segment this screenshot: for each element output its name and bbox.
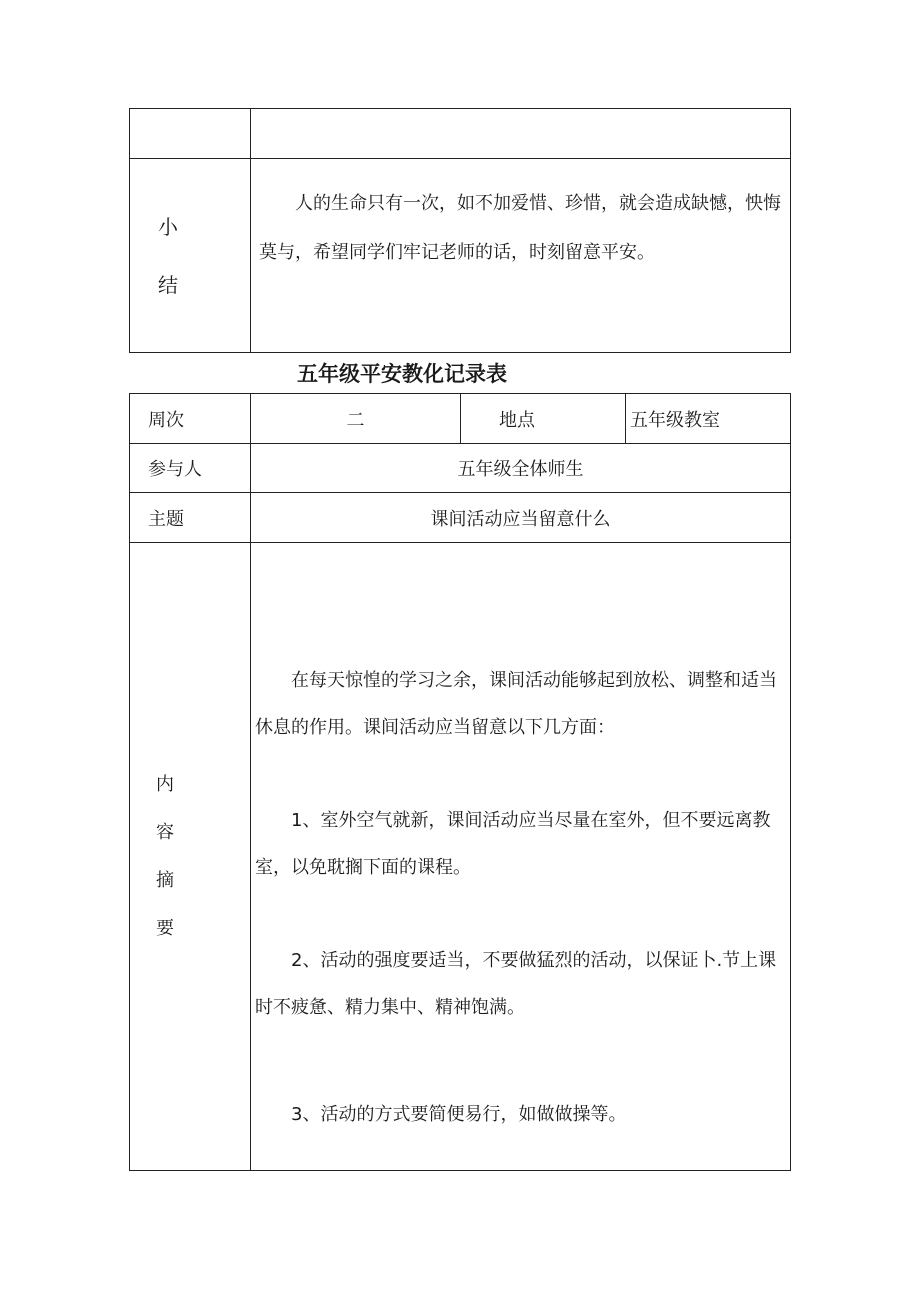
form-title: 五年级平安教化记录表 <box>297 362 507 386</box>
location-label: 地点 <box>461 394 626 444</box>
content-label-char: 要 <box>156 917 174 939</box>
empty-label-cell <box>130 109 251 159</box>
summary-text: 人的生命只有一次，如不加爱惜、珍惜，就会造成缺憾，怏悔莫与，希望同学们牢记老师的话，时刻留意平安。 <box>259 193 781 263</box>
content-paragraph: 3、活动的方式要简便易行，如做做操等。 <box>291 1104 627 1125</box>
topic-label: 主题 <box>130 493 251 543</box>
content-label-char: 摘 <box>156 869 174 891</box>
content-label <box>130 543 251 1171</box>
week-value: 二 <box>251 394 461 444</box>
summary-label-char: 结 <box>158 272 178 297</box>
empty-value-cell <box>251 109 791 159</box>
content-paragraph: 2、活动的强度要适当，不要做猛烈的活动，以保证卜.节上课时不疲惫、精力集中、精神饱满。 <box>255 950 777 1018</box>
content-cell <box>251 543 791 1171</box>
content-paragraph: 在每天惊惶的学习之余，课间活动能够起到放松、调整和适当休息的作用。课间活动应当留意以下几方面： <box>255 670 777 738</box>
summary-label <box>130 159 251 353</box>
location-value: 五年级教室 <box>626 394 791 444</box>
summary-table <box>129 108 791 353</box>
participants-label: 参与人 <box>130 444 251 493</box>
content-paragraph: 1、室外空气就新，课间活动应当尽量在室外，但不要远离教室，以免耽搁下面的课程。 <box>255 810 771 878</box>
summary-text-cell <box>251 159 791 353</box>
topic-value: 课间活动应当留意什么 <box>251 493 791 543</box>
participants-value: 五年级全体师生 <box>251 444 791 493</box>
content-label-char: 容 <box>156 821 174 843</box>
week-label: 周次 <box>130 394 251 444</box>
summary-label-char: 小 <box>158 214 178 239</box>
content-label-char: 内 <box>156 773 174 795</box>
record-table <box>129 393 791 1171</box>
